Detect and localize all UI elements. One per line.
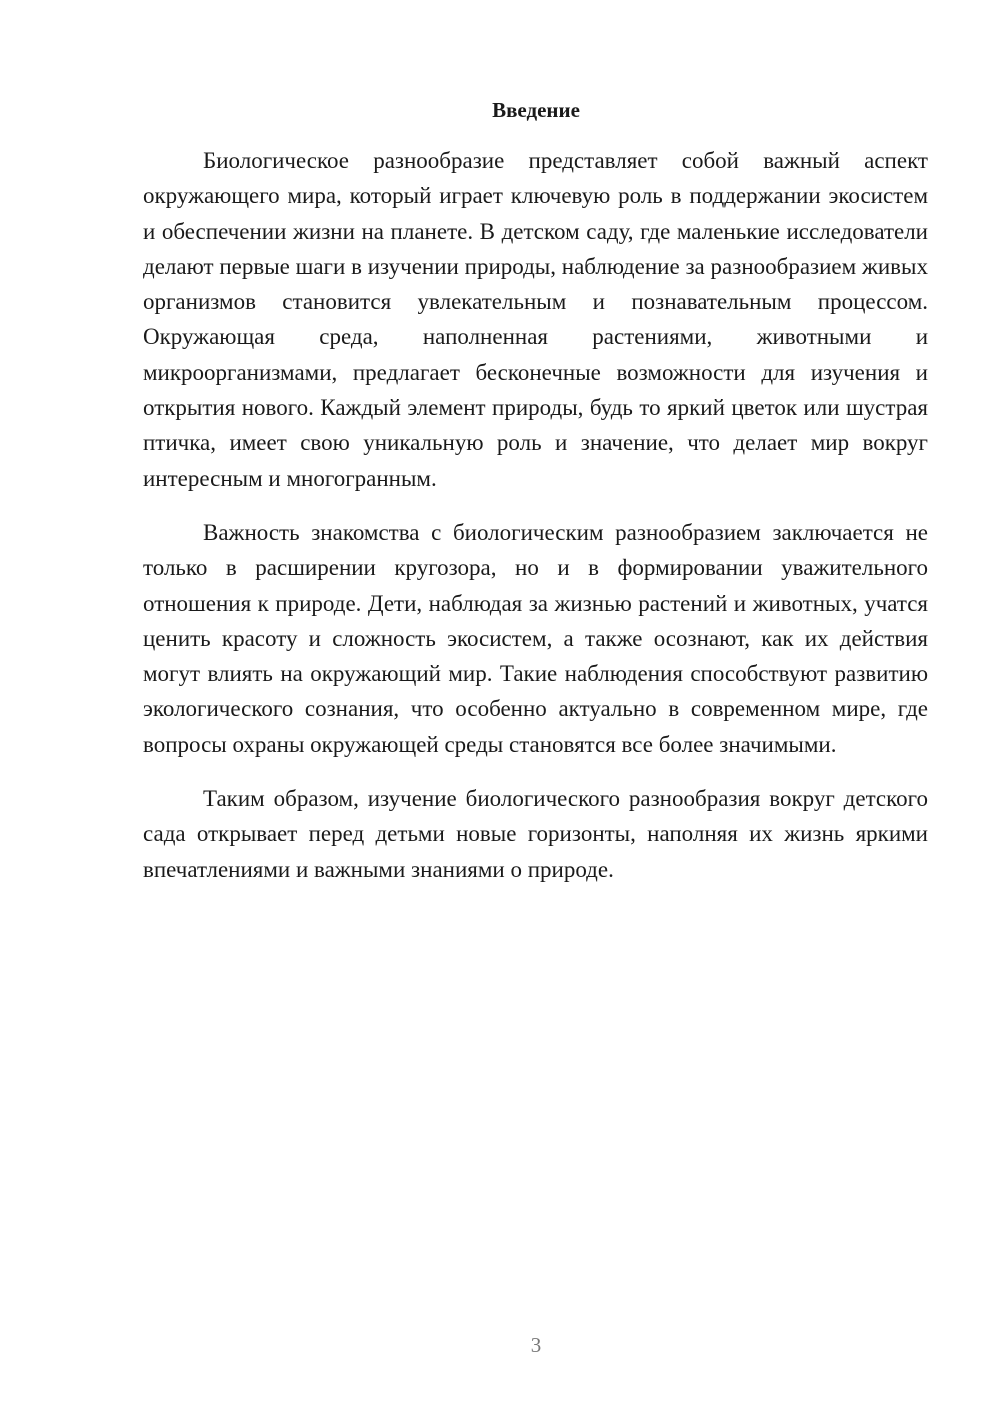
paragraph-2: Важность знакомства с биологическим разнообразием заключается не только в расширении кругозора, но и в формировании уважительного отношения к природе. Дети, наблюдая за жизнью растений и животных, учатся ценить красоту и сложность экосистем, а также осознают, как их действия могут влиять на окружающий мир. Такие наблюдения способствуют развитию экологического сознания, что особенно актуально в современном мире, где вопросы охраны окружающей среды становятся все более значимыми. bbox=[143, 519, 928, 757]
paragraph-1: Биологическое разнообразие представляет собой важный аспект окружающего мира, который играет ключевую роль в поддержании экосистем и обеспечении жизни на планете. В детском саду, где маленькие исследователи делают первые шаги в изучении природы, наблюдение за разнообразием живых организмов становится увлекательным и познавательным процессом. Окружающая среда, наполненная растениями, животными и микроорганизмами, предлагает бесконечные возможности для изучения и открытия нового. Каждый элемент природы, будь то яркий цветок или шустрая птичка, имеет свою уникальную роль и значение, что делает мир вокруг интересным и многогранным. bbox=[143, 148, 928, 491]
page-number: 3 bbox=[530, 1333, 542, 1357]
body-text bbox=[143, 143, 928, 906]
section-heading: Введение bbox=[492, 98, 580, 122]
paragraph-3: Таким образом, изучение биологического разнообразия вокруг детского сада открывает перед детьми новые горизонты, наполняя их жизнь яркими впечатлениями и важными знаниями о природе. bbox=[143, 786, 928, 882]
